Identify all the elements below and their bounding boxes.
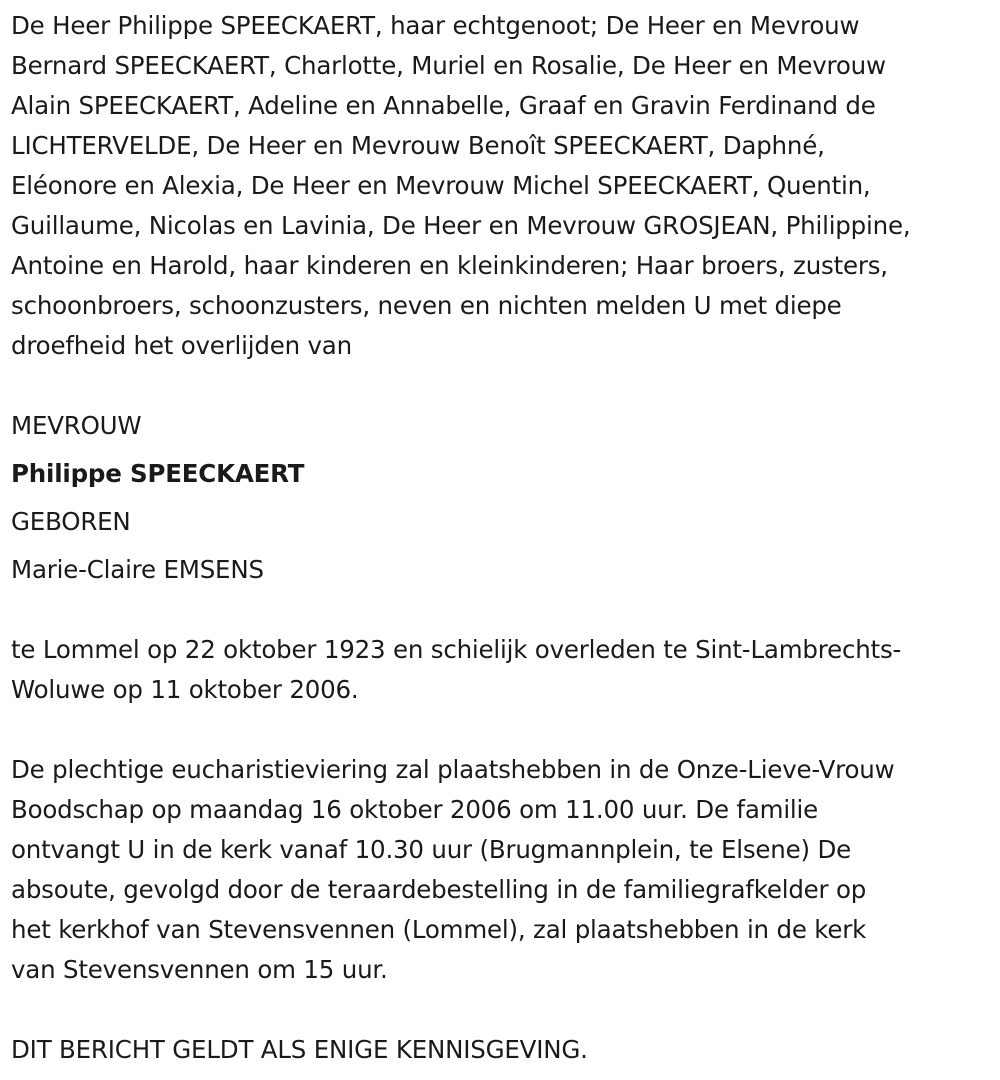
intro-line: Bernard SPEECKAERT, Charlotte, Muriel en Rosalie, De Heer en Mevrouw — [11, 51, 886, 80]
obituary-notice — [11, 6, 996, 1070]
intro-line: droefheid het overlijden van — [11, 331, 352, 360]
born-label: GEBOREN — [11, 507, 131, 536]
ceremony-paragraph — [11, 750, 996, 990]
ceremony-line: van Stevensvennen om 15 uur. — [11, 955, 388, 984]
intro-line: Eléonore en Alexia, De Heer en Mevrouw Michel SPEECKAERT, Quentin, — [11, 171, 871, 200]
paragraph-spacer — [11, 366, 996, 406]
closing-paragraph — [11, 1030, 996, 1070]
ceremony-line: Boodschap op maandag 16 oktober 2006 om 11.00 uur. De familie — [11, 795, 819, 824]
birth-death-line: Woluwe op 11 oktober 2006. — [11, 675, 359, 704]
intro-line: Guillaume, Nicolas en Lavinia, De Heer en Mevrouw GROSJEAN, Philippine, — [11, 211, 911, 240]
deceased-title: MEVROUW — [11, 411, 142, 440]
birth-death-line: te Lommel op 22 oktober 1923 en schielijk overleden te Sint-Lambrechts- — [11, 635, 902, 664]
closing-notice: DIT BERICHT GELDT ALS ENIGE KENNISGEVING. — [11, 1035, 588, 1064]
intro-line: Antoine en Harold, haar kinderen en kleinkinderen; Haar broers, zusters, — [11, 251, 888, 280]
ceremony-line: ontvangt U in de kerk vanaf 10.30 uur (Brugmannplein, te Elsene) De — [11, 835, 851, 864]
ceremony-line: De plechtige eucharistieviering zal plaatshebben in de Onze-Lieve-Vrouw — [11, 755, 895, 784]
paragraph-spacer — [11, 990, 996, 1030]
intro-line: schoonbroers, schoonzusters, neven en nichten melden U met diepe — [11, 291, 842, 320]
intro-line: Alain SPEECKAERT, Adeline en Annabelle, Graaf en Gravin Ferdinand de — [11, 91, 876, 120]
deceased-name-block — [11, 402, 996, 594]
birth-death-paragraph — [11, 630, 996, 710]
paragraph-spacer — [11, 710, 996, 750]
maiden-name: Marie-Claire EMSENS — [11, 555, 264, 584]
intro-paragraph — [11, 6, 996, 366]
intro-line: De Heer Philippe SPEECKAERT, haar echtgenoot; De Heer en Mevrouw — [11, 11, 860, 40]
deceased-name: Philippe SPEECKAERT — [11, 459, 305, 488]
ceremony-line: absoute, gevolgd door de teraardebestelling in de familiegrafkelder op — [11, 875, 867, 904]
intro-line: LICHTERVELDE, De Heer en Mevrouw Benoît SPEECKAERT, Daphné, — [11, 131, 825, 160]
ceremony-line: het kerkhof van Stevensvennen (Lommel), zal plaatshebben in de kerk — [11, 915, 867, 944]
paragraph-spacer — [11, 590, 996, 630]
